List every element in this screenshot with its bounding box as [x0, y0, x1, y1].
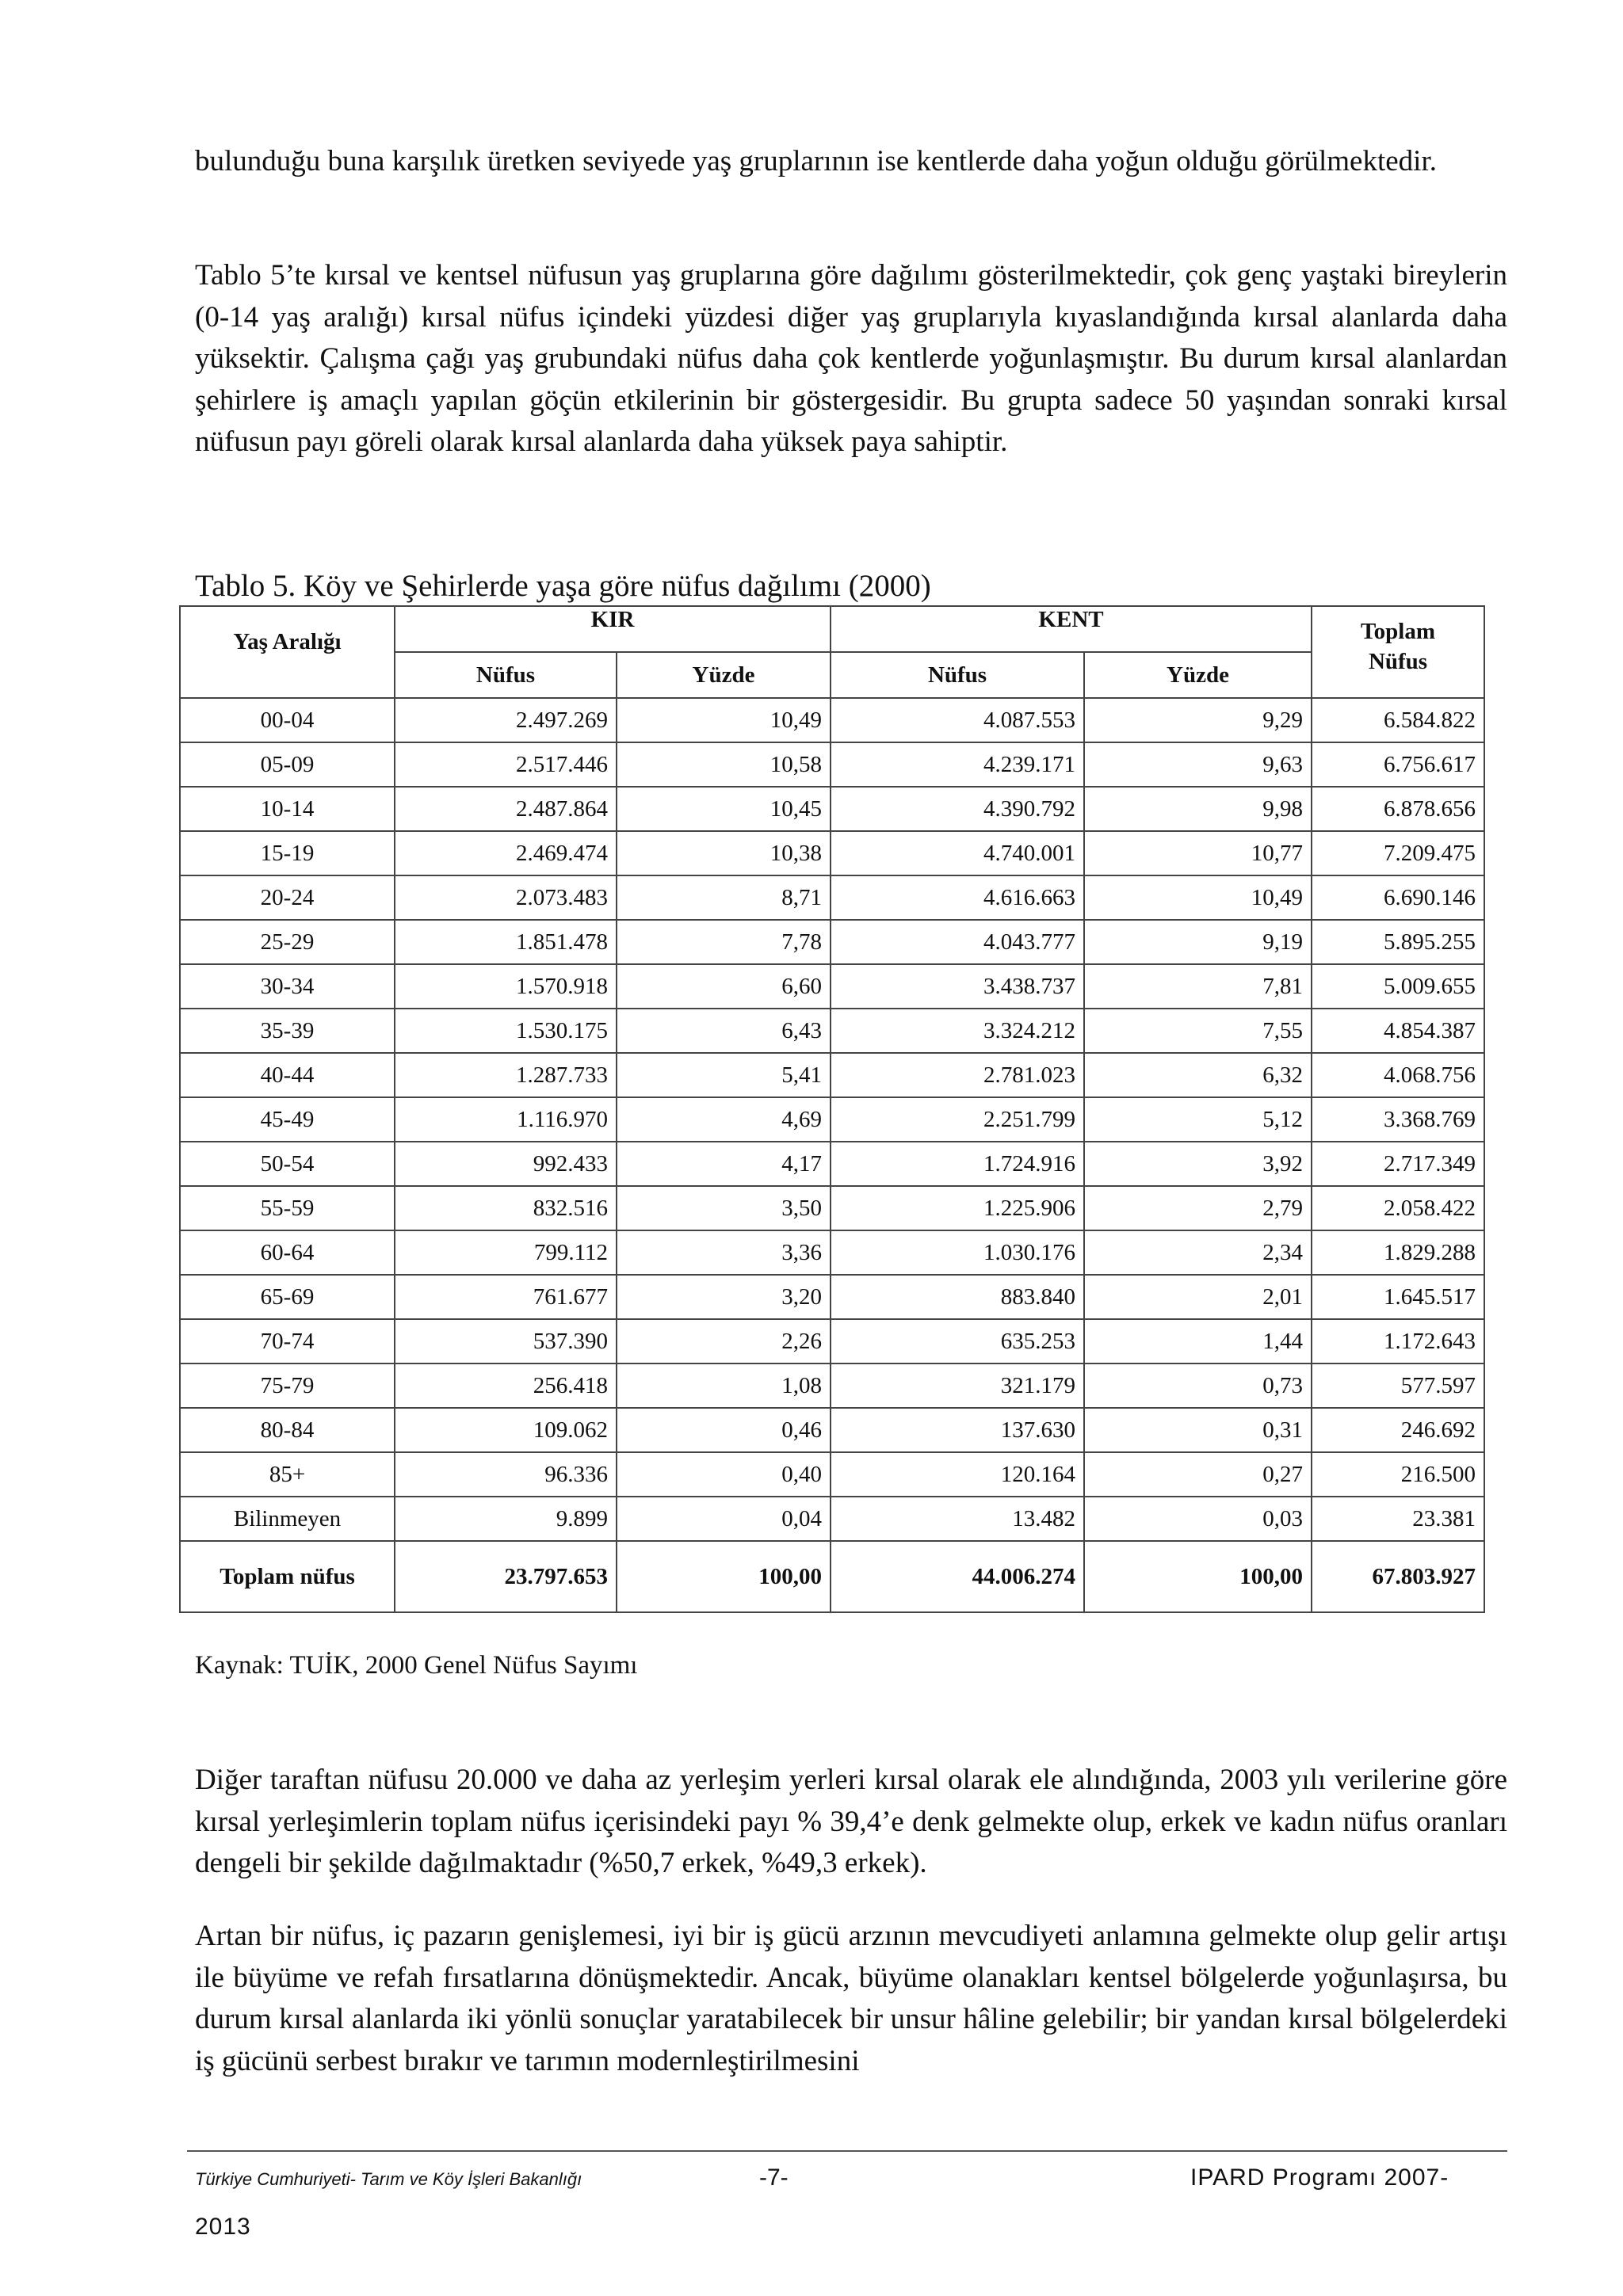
kent-nufus-cell: 2.781.023 — [831, 1053, 1084, 1097]
kent-nufus-cell: 3.438.737 — [831, 964, 1084, 1009]
total-nufus-cell: 3.368.769 — [1312, 1097, 1484, 1142]
total-age-range-cell: Toplam nüfus — [180, 1541, 395, 1612]
total-nufus-cell: 5.009.655 — [1312, 964, 1484, 1009]
total-nufus-cell: 216.500 — [1312, 1452, 1484, 1497]
kent-nufus-cell: 4.616.663 — [831, 875, 1084, 920]
kent-nufus-cell: 883.840 — [831, 1275, 1084, 1319]
age-range-cell: 05-09 — [180, 742, 395, 787]
table-row — [180, 1408, 1484, 1452]
table-row — [180, 1186, 1484, 1230]
kent-yuzde-cell: 0,27 — [1084, 1452, 1312, 1497]
kir-nufus-cell: 2.517.446 — [395, 742, 617, 787]
age-range-cell: 55-59 — [180, 1186, 395, 1230]
table-row — [180, 1142, 1484, 1186]
kent-yuzde-cell: 0,31 — [1084, 1408, 1312, 1452]
kent-nufus-cell: 137.630 — [831, 1408, 1084, 1452]
table-row — [180, 1275, 1484, 1319]
age-range-cell: 30-34 — [180, 964, 395, 1009]
header-age-range: Yaş Aralığı — [180, 606, 395, 698]
total-kir-nufus-cell: 23.797.653 — [395, 1541, 617, 1612]
kir-nufus-cell: 2.497.269 — [395, 698, 617, 742]
table-source-note: Kaynak: TUİK, 2000 Genel Nüfus Sayımı — [195, 1651, 638, 1680]
footer-ministry: Türkiye Cumhuriyeti- Tarım ve Köy İşleri Bakanlığı — [195, 2169, 582, 2189]
kir-yuzde-cell: 6,60 — [617, 964, 831, 1009]
footer-divider — [187, 2150, 1507, 2152]
kent-yuzde-cell: 1,44 — [1084, 1319, 1312, 1363]
kent-yuzde-cell: 9,98 — [1084, 787, 1312, 831]
kir-nufus-cell: 1.570.918 — [395, 964, 617, 1009]
kir-nufus-cell: 799.112 — [395, 1230, 617, 1275]
table-total-row — [180, 1541, 1484, 1612]
kir-nufus-cell: 1.287.733 — [395, 1053, 617, 1097]
table-row — [180, 1009, 1484, 1053]
kir-yuzde-cell: 0,40 — [617, 1452, 831, 1497]
total-nufus-cell: 23.381 — [1312, 1497, 1484, 1541]
total-nufus-cell: 4.068.756 — [1312, 1053, 1484, 1097]
kent-yuzde-cell: 9,29 — [1084, 698, 1312, 742]
kir-nufus-cell: 1.851.478 — [395, 920, 617, 964]
kent-yuzde-cell: 7,81 — [1084, 964, 1312, 1009]
age-range-cell: 00-04 — [180, 698, 395, 742]
kir-yuzde-cell: 4,17 — [617, 1142, 831, 1186]
kir-nufus-cell: 2.487.864 — [395, 787, 617, 831]
kir-yuzde-cell: 3,50 — [617, 1186, 831, 1230]
kir-nufus-cell: 537.390 — [395, 1319, 617, 1363]
kent-nufus-cell: 4.043.777 — [831, 920, 1084, 964]
header-total-line2: Nüfus — [1368, 649, 1428, 674]
kir-yuzde-cell: 0,04 — [617, 1497, 831, 1541]
kir-nufus-cell: 109.062 — [395, 1408, 617, 1452]
table-caption: Tablo 5. Köy ve Şehirlerde yaşa göre nüfus dağılımı (2000) — [195, 569, 931, 603]
table-row — [180, 787, 1484, 831]
footer-year: 2013 — [195, 2214, 251, 2240]
kent-yuzde-cell: 7,55 — [1084, 1009, 1312, 1053]
kent-yuzde-cell: 3,92 — [1084, 1142, 1312, 1186]
kir-yuzde-cell: 5,41 — [617, 1053, 831, 1097]
total-nufus-cell: 6.878.656 — [1312, 787, 1484, 831]
kent-nufus-cell: 3.324.212 — [831, 1009, 1084, 1053]
kir-yuzde-cell: 7,78 — [617, 920, 831, 964]
total-nufus-cell: 1.829.288 — [1312, 1230, 1484, 1275]
total-nufus-cell: 577.597 — [1312, 1363, 1484, 1408]
table-body — [180, 698, 1484, 1612]
kent-nufus-cell: 4.239.171 — [831, 742, 1084, 787]
kent-nufus-cell: 2.251.799 — [831, 1097, 1084, 1142]
kir-yuzde-cell: 8,71 — [617, 875, 831, 920]
kent-nufus-cell: 635.253 — [831, 1319, 1084, 1363]
kir-yuzde-cell: 10,45 — [617, 787, 831, 831]
table-row — [180, 1097, 1484, 1142]
kir-nufus-cell: 761.677 — [395, 1275, 617, 1319]
kent-yuzde-cell: 6,32 — [1084, 1053, 1312, 1097]
kent-nufus-cell: 1.030.176 — [831, 1230, 1084, 1275]
table-row — [180, 742, 1484, 787]
age-range-cell: 60-64 — [180, 1230, 395, 1275]
kent-nufus-cell: 321.179 — [831, 1363, 1084, 1408]
population-table — [179, 605, 1485, 1613]
age-range-cell: 70-74 — [180, 1319, 395, 1363]
header-kir-yuzde: Yüzde — [617, 652, 831, 698]
age-range-cell: 15-19 — [180, 831, 395, 875]
kent-nufus-cell: 13.482 — [831, 1497, 1084, 1541]
total-nufus-cell: 6.690.146 — [1312, 875, 1484, 920]
body-paragraph-2: Tablo 5’te kırsal ve kentsel nüfusun yaş gruplarına göre dağılımı gösterilmektedir, çok genç yaştaki bireylerin (0-14 yaş aralığı) kırsal nüfus içindeki yüzdesi diğer yaş gruplarıyla kıyaslandığında kırsal alanlarda daha yüksektir. Çalışma çağı yaş grubundaki nüfus daha çok kentlerde yoğunlaşmıştır. Bu durum kırsal alanlardan şehirlere iş amaçlı yapılan göçün etkilerinin bir göstergesidir. Bu grupta sadece 50 yaşından sonraki kırsal nüfusun payı göreli olarak kırsal alanlarda daha yüksek paya sahiptir. — [195, 259, 1507, 458]
kir-yuzde-cell: 3,20 — [617, 1275, 831, 1319]
total-nufus-cell: 2.058.422 — [1312, 1186, 1484, 1230]
kir-nufus-cell: 992.433 — [395, 1142, 617, 1186]
total-nufus-cell: 4.854.387 — [1312, 1009, 1484, 1053]
age-range-cell: 20-24 — [180, 875, 395, 920]
body-paragraph-3: Diğer taraftan nüfusu 20.000 ve daha az yerleşim yerleri kırsal olarak ele alındığında, 2003 yılı verilerine göre kırsal yerleşimlerin toplam nüfus içerisindeki payı % 39,4’e denk gelmekte olup, erkek ve kadın nüfus oranları dengeli bir şekilde dağılmaktadır (%50,7 erkek, %49,3 erkek). — [195, 1764, 1507, 1879]
total-nufus-cell: 1.645.517 — [1312, 1275, 1484, 1319]
age-range-cell: 75-79 — [180, 1363, 395, 1408]
total-total-nufus-cell: 67.803.927 — [1312, 1541, 1484, 1612]
header-kent-nufus: Nüfus — [831, 652, 1084, 698]
age-range-cell: 65-69 — [180, 1275, 395, 1319]
kir-nufus-cell: 256.418 — [395, 1363, 617, 1408]
age-range-cell: 35-39 — [180, 1009, 395, 1053]
table-row — [180, 1363, 1484, 1408]
kent-yuzde-cell: 10,49 — [1084, 875, 1312, 920]
age-range-cell: 85+ — [180, 1452, 395, 1497]
total-nufus-cell: 6.584.822 — [1312, 698, 1484, 742]
kent-nufus-cell: 1.225.906 — [831, 1186, 1084, 1230]
kir-yuzde-cell: 0,46 — [617, 1408, 831, 1452]
kir-nufus-cell: 2.469.474 — [395, 831, 617, 875]
table-row — [180, 875, 1484, 920]
table-row — [180, 1452, 1484, 1497]
kent-yuzde-cell: 0,03 — [1084, 1497, 1312, 1541]
total-nufus-cell: 1.172.643 — [1312, 1319, 1484, 1363]
table-row — [180, 964, 1484, 1009]
header-kent: KENT — [831, 606, 1312, 652]
total-nufus-cell: 6.756.617 — [1312, 742, 1484, 787]
kir-nufus-cell: 9.899 — [395, 1497, 617, 1541]
kent-nufus-cell: 1.724.916 — [831, 1142, 1084, 1186]
kent-yuzde-cell: 2,34 — [1084, 1230, 1312, 1275]
age-range-cell: 25-29 — [180, 920, 395, 964]
kent-yuzde-cell: 2,01 — [1084, 1275, 1312, 1319]
kir-yuzde-cell: 1,08 — [617, 1363, 831, 1408]
age-range-cell: 10-14 — [180, 787, 395, 831]
total-kent-yuzde-cell: 100,00 — [1084, 1541, 1312, 1612]
kir-nufus-cell: 832.516 — [395, 1186, 617, 1230]
age-range-cell: 50-54 — [180, 1142, 395, 1186]
kir-yuzde-cell: 10,38 — [617, 831, 831, 875]
total-kir-yuzde-cell: 100,00 — [617, 1541, 831, 1612]
kir-yuzde-cell: 10,58 — [617, 742, 831, 787]
age-range-cell: Bilinmeyen — [180, 1497, 395, 1541]
header-total-line1: Toplam — [1361, 619, 1436, 644]
table-row — [180, 1053, 1484, 1097]
header-kent-yuzde: Yüzde — [1084, 652, 1312, 698]
body-paragraph-4: Artan bir nüfus, iç pazarın genişlemesi, iyi bir iş gücü arzının mevcudiyeti anlamına gelmekte olup gelir artışı ile büyüme ve refah fırsatlarına dönüşmektedir. Ancak, büyüme olanakları kentsel bölgelerde yoğunlaşırsa, bu durum kırsal alanlarda iki yönlü sonuçlar yaratabilecek bir unsur hâline gelebilir; bir yandan kırsal bölgelerdeki iş gücünü serbest bırakır ve tarımın modernleştirilmesini — [195, 1920, 1507, 2077]
kent-nufus-cell: 4.087.553 — [831, 698, 1084, 742]
kent-yuzde-cell: 9,19 — [1084, 920, 1312, 964]
kir-yuzde-cell: 4,69 — [617, 1097, 831, 1142]
total-nufus-cell: 5.895.255 — [1312, 920, 1484, 964]
kir-yuzde-cell: 10,49 — [617, 698, 831, 742]
kir-nufus-cell: 1.116.970 — [395, 1097, 617, 1142]
kent-nufus-cell: 120.164 — [831, 1452, 1084, 1497]
header-kir-nufus: Nüfus — [395, 652, 617, 698]
kir-nufus-cell: 96.336 — [395, 1452, 617, 1497]
kir-yuzde-cell: 6,43 — [617, 1009, 831, 1053]
total-nufus-cell: 7.209.475 — [1312, 831, 1484, 875]
kent-yuzde-cell: 5,12 — [1084, 1097, 1312, 1142]
total-kent-nufus-cell: 44.006.274 — [831, 1541, 1084, 1612]
footer-program: IPARD Programı 2007- — [1190, 2164, 1449, 2191]
age-range-cell: 45-49 — [180, 1097, 395, 1142]
table-row — [180, 1319, 1484, 1363]
header-total-population — [1312, 606, 1484, 698]
kent-yuzde-cell: 2,79 — [1084, 1186, 1312, 1230]
table-row — [180, 1230, 1484, 1275]
table-row — [180, 831, 1484, 875]
age-range-cell: 80-84 — [180, 1408, 395, 1452]
age-range-cell: 40-44 — [180, 1053, 395, 1097]
kent-yuzde-cell: 10,77 — [1084, 831, 1312, 875]
table-row — [180, 698, 1484, 742]
kir-yuzde-cell: 3,36 — [617, 1230, 831, 1275]
page-number: -7- — [759, 2164, 789, 2191]
table-row — [180, 920, 1484, 964]
kir-yuzde-cell: 2,26 — [617, 1319, 831, 1363]
kent-nufus-cell: 4.740.001 — [831, 831, 1084, 875]
kir-nufus-cell: 2.073.483 — [395, 875, 617, 920]
kir-nufus-cell: 1.530.175 — [395, 1009, 617, 1053]
body-paragraph-1: bulunduğu buna karşılık üretken seviyede yaş gruplarının ise kentlerde daha yoğun olduğu görülmektedir. — [195, 145, 1437, 177]
header-kir: KIR — [395, 606, 831, 652]
kent-nufus-cell: 4.390.792 — [831, 787, 1084, 831]
kent-yuzde-cell: 0,73 — [1084, 1363, 1312, 1408]
total-nufus-cell: 246.692 — [1312, 1408, 1484, 1452]
table-row — [180, 1497, 1484, 1541]
kent-yuzde-cell: 9,63 — [1084, 742, 1312, 787]
total-nufus-cell: 2.717.349 — [1312, 1142, 1484, 1186]
